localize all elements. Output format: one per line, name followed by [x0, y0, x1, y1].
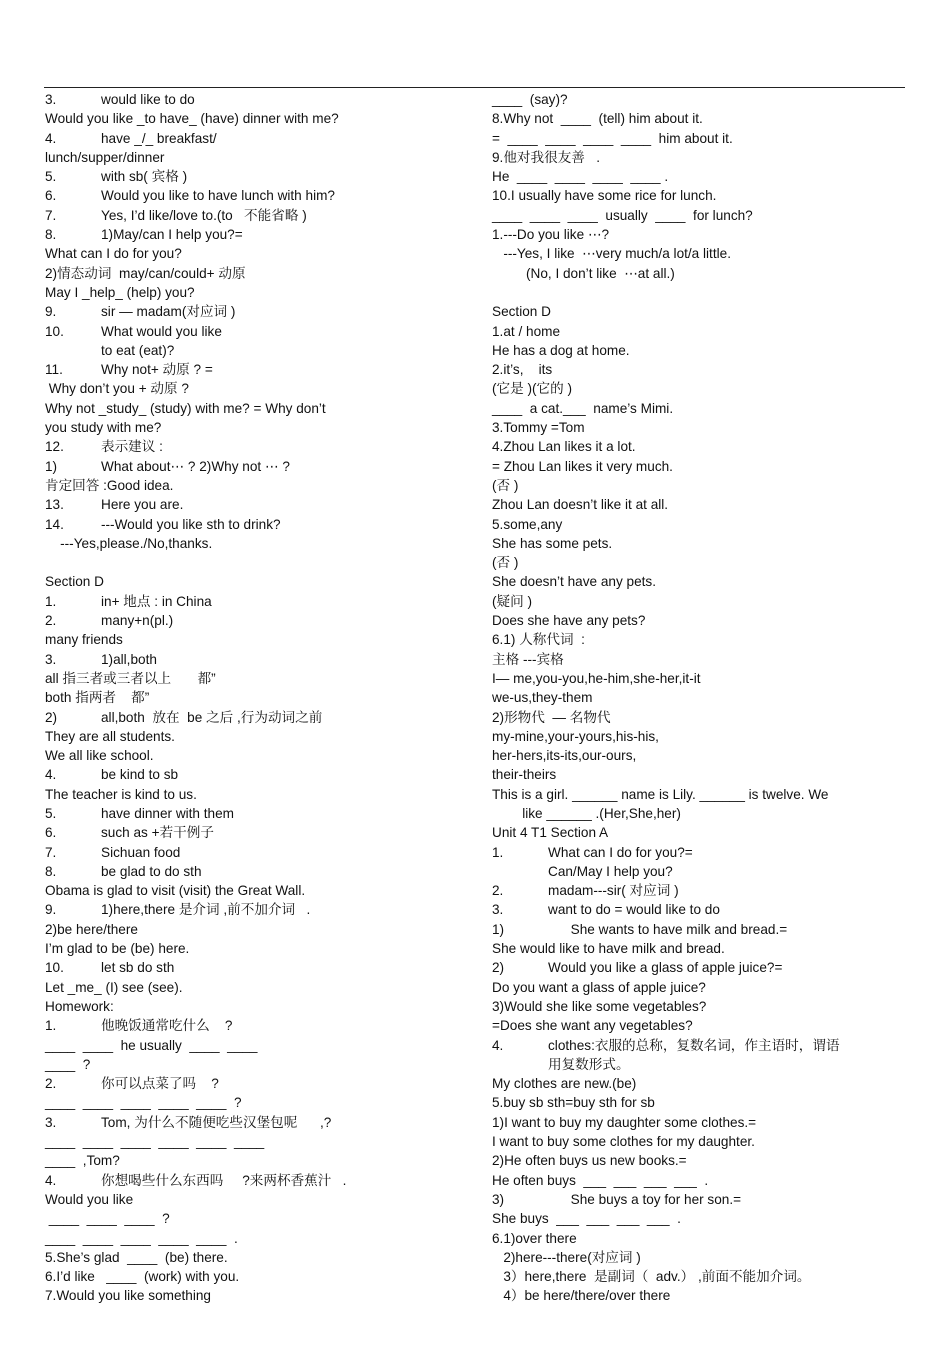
item-number: 3) [492, 1191, 505, 1207]
left-line: many friends [45, 632, 123, 648]
right-line: 1)I want to buy my daughter some clothes.= [492, 1114, 757, 1130]
right-line [492, 958, 906, 977]
left-line: both 指两者 都” [45, 690, 150, 706]
left-line [45, 650, 465, 669]
right-line: 3)Would she like some vegetables? [492, 998, 707, 1014]
right-line: 2)形物代 — 名物代 [492, 709, 611, 725]
item-text: madam---sir( 对应词 ) [548, 883, 679, 899]
left-line [45, 225, 465, 244]
left-line [45, 765, 465, 784]
right-line: ____ ____ ____ usually ____ for lunch? [492, 207, 753, 223]
left-line [45, 341, 465, 360]
left-line [45, 90, 465, 109]
item-text: 用复数形式。 [548, 1056, 630, 1072]
right-line: I want to buy some clothes for my daughter. [492, 1134, 755, 1150]
left-line: What can I do for you? [45, 246, 182, 262]
right-line [492, 862, 906, 881]
item-text: 你想喝些什么东西吗 ?来两杯香蕉汁 . [101, 1172, 347, 1188]
right-line: ____ (say)? [492, 92, 568, 107]
left-line [45, 495, 465, 514]
item-text: Here you are. [101, 497, 184, 513]
right-line: her-hers,its-its,our-ours, [492, 748, 637, 764]
right-line: 6.1)over there [492, 1230, 577, 1246]
left-line [45, 1074, 465, 1093]
item-number: 2. [45, 1076, 57, 1092]
item-text: She wants to have milk and bread.= [548, 921, 788, 937]
left-line: Section D [45, 574, 104, 590]
right-line: This is a girl. ______ name is Lily. ______ is twelve. We [492, 786, 829, 802]
item-number: 1. [45, 593, 57, 609]
left-line: ____ ____ he usually ____ ____ [45, 1037, 258, 1053]
left-line: you study with me? [45, 420, 162, 436]
left-line [45, 129, 465, 148]
item-text: such as +若干例子 [101, 825, 214, 841]
left-line [45, 457, 465, 476]
item-text: She buys a toy for her son.= [548, 1191, 742, 1207]
item-text: clothes:衣服的总称，复数名词，作主语时，谓语 [548, 1037, 840, 1053]
left-line: We all like school. [45, 748, 154, 764]
item-text: be kind to sb [101, 767, 179, 783]
right-line: (疑问 ) [492, 593, 533, 609]
item-number: 1. [492, 844, 504, 860]
item-text: to eat (eat)? [101, 342, 175, 358]
item-number: 9. [45, 304, 57, 320]
right-line [492, 900, 906, 919]
left-line [45, 1113, 465, 1132]
item-number: 2. [45, 613, 57, 629]
right-line: 2)He often buys us new books.= [492, 1153, 687, 1169]
item-text: Tom, 为什么不随便吃些汉堡包呢 ,? [101, 1114, 332, 1130]
right-line: their-theirs [492, 767, 557, 783]
item-text: Sichuan food [101, 844, 181, 860]
right-line: Section D [492, 304, 551, 320]
right-line: 1.at / home [492, 323, 561, 339]
item-text: many+n(pl.) [101, 613, 174, 629]
left-line: 2)情态动词 may/can/could+ 动原 [45, 265, 246, 281]
left-line [45, 206, 465, 225]
right-line: 1.---Do you like ⋯? [492, 227, 610, 243]
item-text: with sb( 宾格 ) [101, 169, 188, 185]
left-line [45, 823, 465, 842]
left-line [45, 360, 465, 379]
right-line: 3.Tommy =Tom [492, 420, 585, 436]
right-line: 2.it’s, its [492, 362, 553, 378]
right-line: 10.I usually have some rice for lunch. [492, 188, 717, 204]
left-line [45, 611, 465, 630]
item-text: have dinner with them [101, 805, 234, 821]
right-line: we-us,they-them [492, 690, 593, 706]
item-number: 9. [45, 902, 57, 918]
item-number: 3. [45, 651, 57, 667]
item-text: all,both 放在 be 之后 ,行为动词之前 [101, 709, 323, 725]
left-line [45, 553, 465, 572]
left-line: 5.She’s glad ____ (be) there. [45, 1249, 228, 1265]
right-line: 主格 ---宾格 [492, 651, 564, 667]
item-text: What about⋯ ? 2)Why not ⋯ ? [101, 458, 290, 474]
item-number: 4. [45, 130, 57, 146]
left-line [45, 804, 465, 823]
right-line: Do you want a glass of apple juice? [492, 979, 706, 995]
right-line: She would like to have milk and bread. [492, 941, 725, 957]
item-number: 3. [45, 1114, 57, 1130]
left-line: 6.I’d like ____ (work) with you. [45, 1269, 240, 1285]
left-line: Obama is glad to visit (visit) the Great Wall. [45, 883, 306, 899]
left-line [45, 437, 465, 456]
left-line: The teacher is kind to us. [45, 786, 197, 802]
left-line [45, 322, 465, 341]
item-number: 13. [45, 497, 64, 513]
right-line: He has a dog at home. [492, 342, 630, 358]
right-line: ---Yes, I like ⋯very much/a lot/a little. [492, 246, 731, 262]
left-line [45, 592, 465, 611]
item-number: 8. [45, 863, 57, 879]
right-line: 2)here---there(对应词 ) [492, 1249, 641, 1265]
left-line [45, 862, 465, 881]
left-line: 肯定回答 :Good idea. [45, 477, 174, 493]
left-line: 2)be here/there [45, 921, 138, 937]
left-line [45, 843, 465, 862]
item-text: What would you like [101, 323, 222, 339]
item-number: 4. [492, 1037, 504, 1053]
item-number: 7. [45, 207, 57, 223]
left-line: Would you like [45, 1191, 134, 1207]
item-text: 他晚饭通常吃什么 ? [101, 1018, 233, 1034]
left-line [45, 1016, 465, 1035]
item-number: 4. [45, 1172, 57, 1188]
right-line: (否 ) [492, 555, 519, 571]
left-line [45, 900, 465, 919]
item-number: 4. [45, 767, 57, 783]
right-line: 4）be here/there/over there [492, 1288, 671, 1304]
left-line: Why not _study_ (study) with me? = Why don’t [45, 400, 326, 416]
left-line [45, 1171, 465, 1190]
right-line: ____ a cat.___ name’s Mimi. [492, 400, 674, 416]
right-line [492, 1036, 906, 1055]
right-line: 8.Why not ____ (tell) him about it. [492, 111, 703, 127]
right-line: My clothes are new.(be) [492, 1076, 637, 1092]
left-column [45, 90, 465, 1306]
right-line: my-mine,your-yours,his-his, [492, 728, 659, 744]
right-line: (否 ) [492, 477, 519, 493]
right-line: = Zhou Lan likes it very much. [492, 458, 673, 474]
header-rule [44, 87, 905, 88]
right-line [492, 843, 906, 862]
left-line: I’m glad to be (be) here. [45, 941, 190, 957]
right-line: (No, I don’t like ⋯at all.) [492, 265, 675, 281]
right-line: She buys ___ ___ ___ ___ . [492, 1211, 681, 1227]
right-line: He ____ ____ ____ ____ . [492, 169, 669, 185]
right-line: 4.Zhou Lan likes it a lot. [492, 439, 636, 455]
item-number: 2. [492, 883, 504, 899]
left-line [45, 186, 465, 205]
right-line [492, 881, 906, 900]
right-line: Unit 4 T1 Section A [492, 825, 609, 841]
right-line: (它是 )(它的 ) [492, 381, 573, 397]
left-line [45, 167, 465, 186]
right-line: 5.some,any [492, 516, 563, 532]
item-number: 8. [45, 227, 57, 243]
item-number: 6. [45, 188, 57, 204]
item-text: 你可以点菜了吗 ? [101, 1076, 219, 1092]
item-text: What can I do for you?= [548, 844, 693, 860]
right-column [492, 90, 906, 1306]
item-number: 1. [45, 1018, 57, 1034]
item-number: 10. [45, 323, 64, 339]
item-text: Would you like to have lunch with him? [101, 188, 335, 204]
left-line [45, 515, 465, 534]
left-line: ____ ,Tom? [45, 1153, 120, 1169]
left-line: ____ ____ ____ ____ ____ . [45, 1230, 238, 1246]
right-line: 3）here,there 是副词（ adv.） ,前面不能加介词。 [492, 1269, 811, 1285]
item-text: ---Would you like sth to drink? [101, 516, 281, 532]
item-text: sir — madam(对应词 ) [101, 304, 236, 320]
item-number: 10. [45, 960, 64, 976]
item-number: 5. [45, 169, 57, 185]
left-line [45, 708, 465, 727]
right-line: Does she have any pets? [492, 613, 646, 629]
item-text: be glad to do sth [101, 863, 202, 879]
item-number: 2) [492, 960, 505, 976]
left-line: ____ ? [45, 1056, 91, 1072]
item-text: have _/_ breakfast/ [101, 130, 217, 146]
right-line: 9.他对我很友善 . [492, 149, 601, 165]
left-line: Would you like _to have_ (have) dinner with me? [45, 111, 339, 127]
item-number: 12. [45, 439, 64, 455]
left-line: ____ ____ ____ ____ ____ ? [45, 1095, 242, 1111]
right-line [492, 1190, 906, 1209]
item-text: Would you like a glass of apple juice?= [548, 960, 783, 976]
left-line: They are all students. [45, 728, 175, 744]
item-number: 2) [45, 709, 58, 725]
right-line: He often buys ___ ___ ___ ___ . [492, 1172, 709, 1188]
right-line [492, 920, 906, 939]
item-text: Yes, I’d like/love to.(to 不能省略 ) [101, 207, 307, 223]
left-line: 7.Would you like something [45, 1288, 211, 1304]
item-number: 3. [492, 902, 504, 918]
left-line: ____ ____ ____ ____ ____ ____ [45, 1134, 265, 1150]
left-line [45, 958, 465, 977]
right-line [492, 1055, 906, 1074]
left-line: May I _help_ (help) you? [45, 284, 195, 300]
left-line: all 指三者或三者以上 都” [45, 670, 216, 686]
item-number: 3. [45, 92, 57, 107]
item-number: 1) [492, 921, 505, 937]
item-number: 14. [45, 516, 64, 532]
left-line: Let _me_ (I) see (see). [45, 979, 183, 995]
item-text: in+ 地点 : in China [101, 593, 212, 609]
item-text: Can/May I help you? [548, 863, 673, 879]
left-line: lunch/supper/dinner [45, 149, 165, 165]
item-text: Why not+ 动原 ? = [101, 362, 213, 378]
item-number: 7. [45, 844, 57, 860]
item-text: let sb do sth [101, 960, 175, 976]
left-line: Homework: [45, 998, 114, 1014]
item-text: 表示建议 : [101, 439, 163, 455]
item-number: 6. [45, 825, 57, 841]
left-line [45, 302, 465, 321]
right-line: 5.buy sb sth=buy sth for sb [492, 1095, 655, 1111]
right-line: 6.1) 人称代词 : [492, 632, 585, 648]
item-text: would like to do [101, 92, 195, 107]
right-line: I— me,you-you,he-him,she-her,it-it [492, 670, 701, 686]
item-number: 11. [45, 362, 63, 378]
right-line [492, 283, 906, 302]
right-line: like ______ .(Her,She,her) [492, 805, 681, 821]
item-number: 5. [45, 805, 57, 821]
left-line: Why don’t you + 动原 ? [45, 381, 189, 397]
right-line: =Does she want any vegetables? [492, 1018, 693, 1034]
right-line: Zhou Lan doesn’t like it at all. [492, 497, 669, 513]
left-line: ____ ____ ____ ? [45, 1211, 170, 1227]
item-text: 1)all,both [101, 651, 157, 667]
item-text: 1)May/can I help you?= [101, 227, 243, 243]
right-line: She doesn’t have any pets. [492, 574, 656, 590]
item-text: want to do = would like to do [548, 902, 720, 918]
item-text: 1)here,there 是介词 ,前不加介词 . [101, 902, 311, 918]
right-line: She has some pets. [492, 535, 613, 551]
item-number: 1) [45, 458, 58, 474]
right-line: = ____ ____ ____ ____ him about it. [492, 130, 733, 146]
left-line: ---Yes,please./No,thanks. [45, 535, 213, 551]
